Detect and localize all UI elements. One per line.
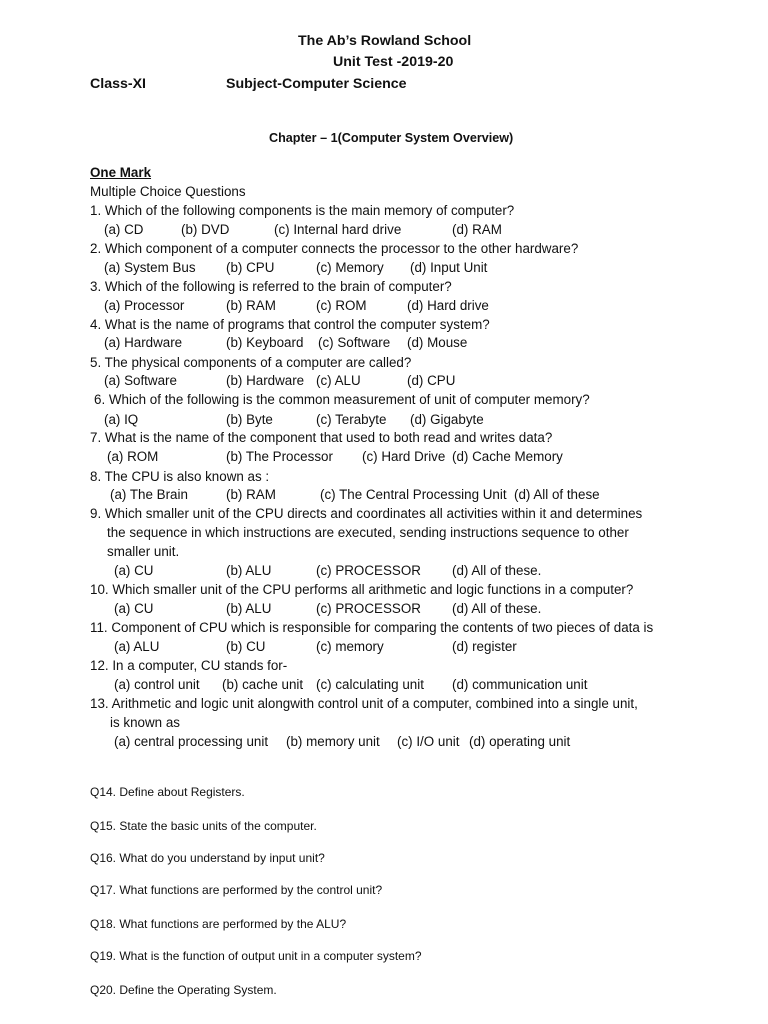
short-question: Q16. What do you understand by input unit? <box>90 851 325 865</box>
option: (d) All of these. <box>452 601 542 616</box>
option: (d) All of these. <box>452 563 542 578</box>
question-4: 4. What is the name of programs that control the computer system? <box>90 317 490 332</box>
option: (c) The Central Processing Unit <box>320 487 507 502</box>
option: (a) CU <box>114 601 154 616</box>
option: (c) Software <box>318 335 391 350</box>
short-question: Q19. What is the function of output unit in a computer system? <box>90 949 422 963</box>
option: (a) Processor <box>104 298 185 313</box>
question-2: 2. Which component of a computer connects the processor to the other hardware? <box>90 241 579 256</box>
option: (d) register <box>452 639 517 654</box>
option: (d) Input Unit <box>410 260 488 275</box>
short-question: Q20. Define the Operating System. <box>90 983 277 997</box>
option: (d) Gigabyte <box>410 412 484 427</box>
option: (d) Cache Memory <box>452 449 563 464</box>
short-question: Q17. What functions are performed by the control unit? <box>90 883 383 897</box>
short-question: Q18. What functions are performed by the ALU? <box>90 917 347 931</box>
option: (d) operating unit <box>469 734 571 749</box>
option: (b) DVD <box>181 222 230 237</box>
option: (c) ALU <box>316 373 361 388</box>
option: (d) All of these <box>514 487 600 502</box>
option: (a) ALU <box>114 639 160 654</box>
option: (c) Memory <box>316 260 384 275</box>
option: (b) Byte <box>226 412 273 427</box>
option: (c) calculating unit <box>316 677 424 692</box>
class-label: Class-XI <box>90 76 146 92</box>
chapter-title: Chapter – 1(Computer System Overview) <box>269 131 514 145</box>
subject-label: Subject-Computer Science <box>226 76 407 92</box>
section-subtitle: Multiple Choice Questions <box>90 184 246 199</box>
school-name: The Ab’s Rowland School <box>298 33 472 49</box>
option: (c) Internal hard drive <box>274 222 402 237</box>
option: (b) memory unit <box>286 734 380 749</box>
question-5: 5. The physical components of a computer are called? <box>90 355 412 370</box>
option: (c) I/O unit <box>397 734 460 749</box>
option: (c) ROM <box>316 298 367 313</box>
option: (b) RAM <box>226 487 276 502</box>
question-8: 8. The CPU is also known as : <box>90 469 270 484</box>
option: (d) Hard drive <box>407 298 489 313</box>
option: (a) CD <box>104 222 144 237</box>
option: (d) Mouse <box>407 335 468 350</box>
section-title: One Mark <box>90 165 152 180</box>
question-13-cont: is known as <box>110 715 180 730</box>
option: (d) RAM <box>452 222 502 237</box>
option: (a) The Brain <box>110 487 188 502</box>
option: (a) Hardware <box>104 335 183 350</box>
option: (a) control unit <box>114 677 200 692</box>
question-3: 3. Which of the following is referred to the brain of computer? <box>90 279 452 294</box>
short-question: Q15. State the basic units of the computer. <box>90 819 317 833</box>
question-9: 9. Which smaller unit of the CPU directs and coordinates all activities within it and determines <box>90 506 643 521</box>
option: (c) Terabyte <box>316 412 387 427</box>
option: (b) RAM <box>226 298 276 313</box>
question-13: 13. Arithmetic and logic unit alongwith control unit of a computer, combined into a single unit, <box>90 696 638 711</box>
option: (b) Keyboard <box>226 335 304 350</box>
option: (d) CPU <box>407 373 456 388</box>
option: (a) central processing unit <box>114 734 269 749</box>
question-6: 6. Which of the following is the common measurement of unit of computer memory? <box>94 392 590 407</box>
question-11: 11. Component of CPU which is responsible for comparing the contents of two pieces of data is <box>90 620 654 635</box>
option: (a) CU <box>114 563 154 578</box>
question-1: 1. Which of the following components is the main memory of computer? <box>90 203 515 218</box>
option: (a) IQ <box>104 412 139 427</box>
question-10: 10. Which smaller unit of the CPU performs all arithmetic and logic functions in a computer? <box>90 582 634 597</box>
option: (c) PROCESSOR <box>316 563 421 578</box>
option: (b) The Processor <box>226 449 333 464</box>
question-9-cont: the sequence in which instructions are executed, sending instructions sequence to other <box>107 525 629 540</box>
option: (d) communication unit <box>452 677 588 692</box>
option: (b) Hardware <box>226 373 305 388</box>
option: (a) Software <box>104 373 177 388</box>
question-7: 7. What is the name of the component that used to both read and writes data? <box>90 430 553 445</box>
test-title: Unit Test -2019-20 <box>333 54 454 70</box>
option: (c) Hard Drive <box>362 449 446 464</box>
option: (a) System Bus <box>104 260 196 275</box>
option: (c) PROCESSOR <box>316 601 421 616</box>
option: (b) ALU <box>226 563 272 578</box>
short-question: Q14. Define about Registers. <box>90 785 245 799</box>
question-12: 12. In a computer, CU stands for- <box>90 658 288 673</box>
option: (b) ALU <box>226 601 272 616</box>
option: (b) cache unit <box>222 677 304 692</box>
option: (c) memory <box>316 639 384 654</box>
option: (b) CPU <box>226 260 275 275</box>
option: (a) ROM <box>107 449 159 464</box>
option: (b) CU <box>226 639 266 654</box>
question-9-cont: smaller unit. <box>107 544 180 559</box>
